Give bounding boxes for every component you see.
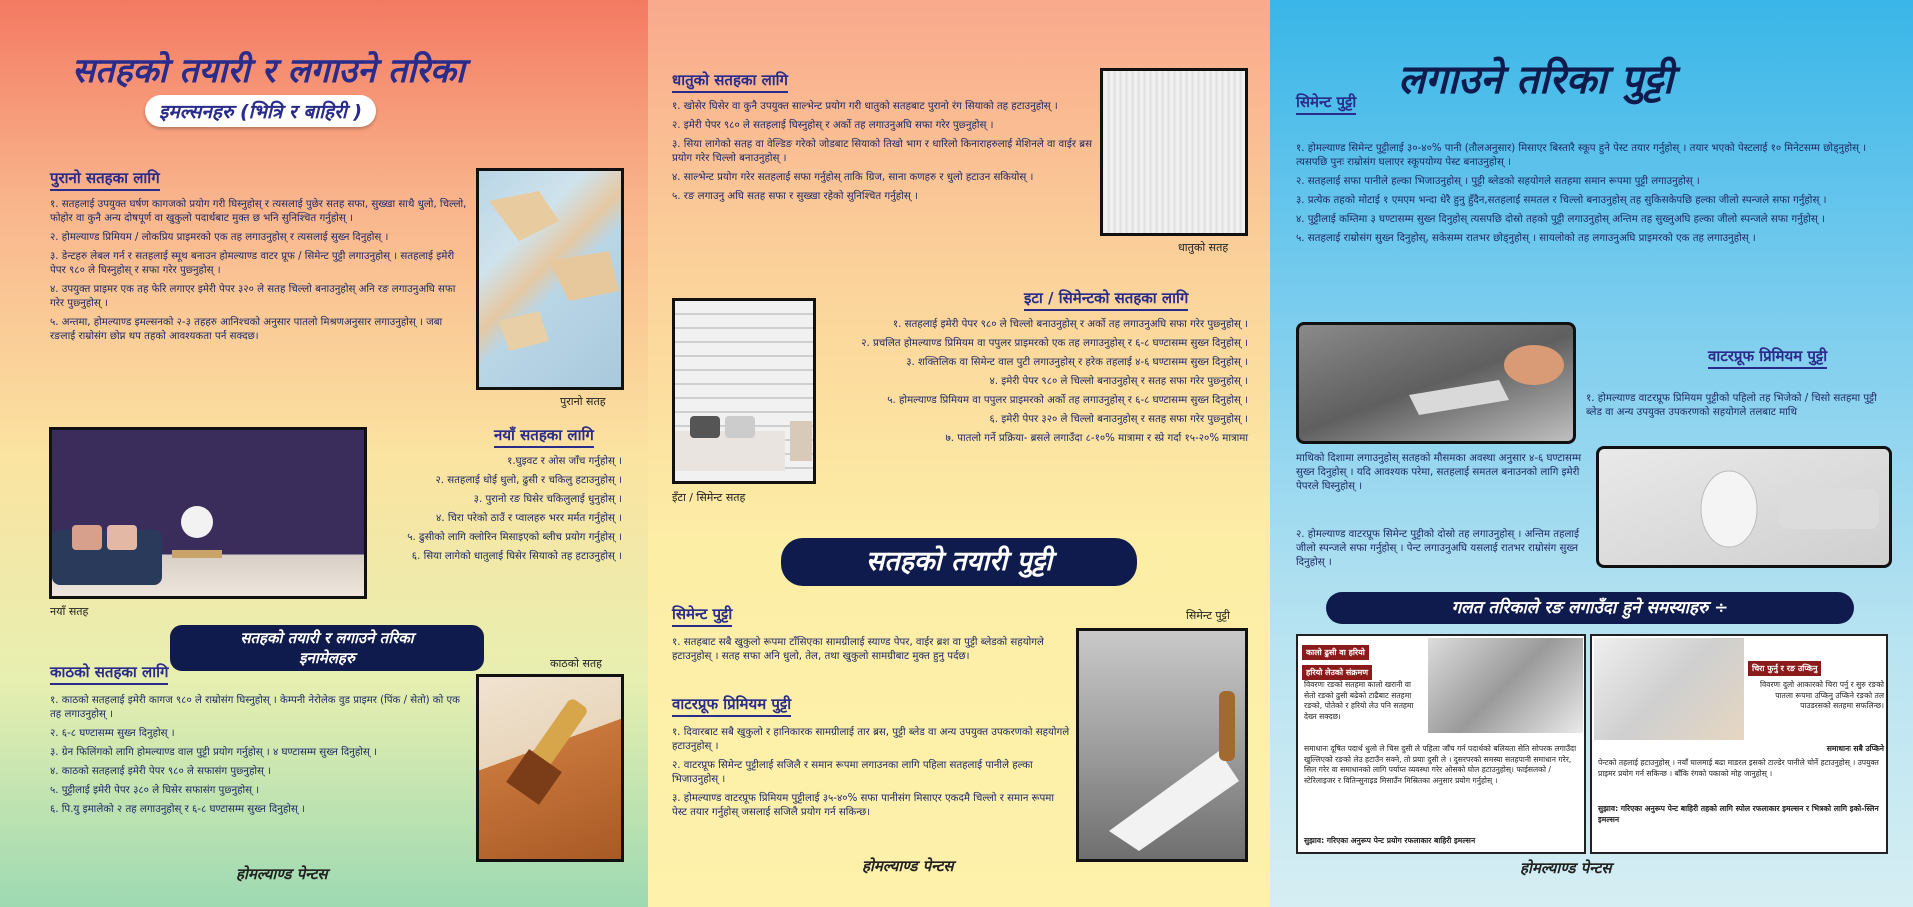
trowel-graphic <box>1079 631 1248 862</box>
plastering-image <box>1296 322 1576 444</box>
wood-item-2: २. ६-८ घण्टासम्म सुख्न दिनुहोस् । <box>50 728 175 739</box>
right-cement-item-1: १. होमल्याण्ड सिमेन्ट पुट्टीलाई ३०-४०% पानी (तौलअनुसार) मिसाएर बिस्तारै स्कूप हुने पेस्ट तयार गर्नुहोस् । तयार भएको पेस्टलाई १० मिनेटसम्म छोड्नुहोस् । त्यसपछि पुनः राम्रोसंग घलाएर स्कूपयोग्य पेस्ट बनाउनुहोस् । <box>1296 143 1867 168</box>
right-cement-item-5: ५. सतहलाई राम्रोसंग सुख्न दिनुहोस्, सकेसम्म रातभर छोड्नुहोस् । सायलोको तह लगाउनुअघि प्राइमरको एक तह लगाउनुहोस् । <box>1296 233 1756 244</box>
mold-tag-2: हरियो लेउको संक्रमण <box>1302 665 1372 680</box>
paintbrush-graphic <box>479 677 624 862</box>
cement-putty-heading: सिमेन्ट पुट्टी <box>672 604 732 627</box>
wood-surface-list <box>50 694 468 822</box>
wood-surface-caption: काठको सतह <box>550 657 603 670</box>
wood-item-4: ४. काठको सतहलाई इमेरी पेपर ९८० ले सफासंग पुछ्नुहोस् । <box>50 766 271 777</box>
old-surface-list <box>50 198 468 349</box>
new-surface-heading: नयाँ सतहका लागि <box>494 425 594 448</box>
waterproof-putty-heading: वाटरप्रूफ प्रिमियम पुट्टी <box>672 694 791 717</box>
spatula-graphic <box>1599 449 1892 568</box>
wood-surface-heading: काठको सतहका लागि <box>50 662 168 685</box>
brick-item-4: ४. इमेरी पेपर ९८० ले चिल्लो बनाउनुहोस् र सतह सफा गरेर पुछ्नुहोस् । <box>989 376 1248 387</box>
brick-surface-caption: इँटा / सिमेन्ट सतह <box>672 491 746 504</box>
cement-putty-caption: सिमेन्ट पुट्टी <box>1186 609 1230 622</box>
bedroom-graphic <box>675 301 816 484</box>
mold-remedy: समाधानः दूषित पदार्थ धुलो ले चिस दुसी ले पहिला जाँच गर्न पदार्थको बलियता सेति सोपरक लगाउँदा खुल्लिएको रङको लेउ हटाउँन सक्ने, तो प्रयाः दुसी ले । दुसरपरको समस्या सतहपानी समाधान गरेर, सिल गरेर वा समाधानको लागि पर्याप्त व्यवस्था गरेर ओसको घोल हटाउनुहोस्। फाईसलको / स्टेरिलाइजर र वितिन्सुनाइड मिसाउँन मिस्रितका अनुसार प्रयोग गर्नुहोस् । <box>1304 744 1577 785</box>
mold-problem-box <box>1296 634 1586 854</box>
metal-surface-heading: धातुको सतहका लागि <box>672 70 788 93</box>
mold-footer: सुझाव: गरिएका अनुरूप पेन्ट प्रयोग रफलाकार बाहिरी इमल्सन <box>1304 836 1476 845</box>
mold-tags <box>1302 640 1372 680</box>
new-item-5: ५. ढुसीको लागि क्लोरिन मिसाइएको ब्लीच प्रयोग गर्नुहोस् । <box>407 532 622 543</box>
panel1-brand: होमल्याण्ड पेन्टस <box>236 865 328 883</box>
new-surface-image <box>49 427 367 599</box>
metal-surface-caption: धातुको सतह <box>1178 241 1229 254</box>
panel1-subtitle: इमल्सनहरु (भित्रि र बाहिरी ) <box>145 95 376 127</box>
metal-item-4: ४. साल्भेन्ट प्रयोग गरेर सतहलाई सफा गर्नुहोस् ताकि ग्रिज, साना कणहरु र धुलो हटाउन सकियोस् । <box>672 172 1034 183</box>
right-cement-heading: सिमेन्ट पुट्टी <box>1296 92 1356 115</box>
living-room-graphic <box>52 430 367 599</box>
peeling-paint-graphic <box>479 171 624 390</box>
new-item-6: ६. सिया लागेको धातुलाई घिसेर सियाको तह हटाउनुहोस् । <box>411 551 622 562</box>
old-item-4: ४. उपयुक्त प्राइमर एक तह फेरि लगाएर इमेरी पेपर ३२० ले सतह चिल्लो बनाउनुहोस् अनि रङ लगाउनुअघि सफा गरेर पुछ्नुहोस् । <box>50 284 456 309</box>
right-waterproof-heading: वाटरप्रूफ प्रिमियम पुट्टी <box>1708 346 1827 369</box>
wood-item-5: ५. पुट्टीलाई इमेरी पेपर ३८० ले घिसेर सफासंग पुछ्नुहोस् । <box>50 785 260 796</box>
problems-pill: गलत तरिकाले रङ लगाउँदा हुने समस्याहरु ÷ <box>1326 592 1854 624</box>
brick-item-2: २. प्रचलित होमल्याण्ड प्रिमियम वा पपुलर प्राइमरको एक तह लगाउनुहोस् र ६-८ घण्टासम्म सुख्न दिनुहोस् । <box>861 338 1248 349</box>
metal-surface-image <box>1100 68 1248 236</box>
crack-footer: सुझाव: गरिएका अनुरूप पेन्ट बाहिरी तहको लागि स्पोल रफलाकार इमल्सन र भित्रको लागि इको-स्लिन इमल्सन <box>1598 804 1879 824</box>
enamel-pill-line1: सतहको तयारी र लगाउने तरिका <box>240 629 414 647</box>
crack-remedy-label: समाधानः सबै उप्किने <box>1826 744 1884 753</box>
right-cement-list <box>1296 142 1890 251</box>
cement-putty-image <box>1076 628 1248 862</box>
brick-item-6: ६. इमेरी पेपर ३२० ले चिल्लो बनाउनुहोस् र सतह सफा गरेर पुछ्नुहोस् । <box>989 414 1248 425</box>
brick-item-1: १. सतहलाई इमेरी पेपर ९८० ले चिल्लो बनाउनुहोस् र अर्को तह लगाउनुअघि सफा गरेर पुछ्नुहोस् । <box>892 319 1248 330</box>
waterproof-item-3: ३. होमल्याण्ड वाटरप्रूफ प्रिमियम पुट्टीलाई ३५-४०% सफा पानीसंग मिसाएर एकदमै चिल्लो र समान रूपमा पेस्ट तयार गर्नुहोस् जसलाई सजिलै प्रयोग गर्न सकिन्छ। <box>672 793 1055 818</box>
mold-image <box>1428 638 1583 733</box>
old-item-5: ५. अन्तमा, होमल्याण्ड इमल्सनको २-३ तहहरु आनिश्चको अनुसार पातलो मिश्रणअनुसार लगाउनुहोस् । जबा रङलाई राम्रोसंग छोप्न थप तहको आवश्यकता पर्न सक्दछ। <box>50 317 443 342</box>
old-surface-caption: पुरानो सतह <box>560 395 606 408</box>
crack-problem-box <box>1590 634 1888 854</box>
old-item-3: ३. डेन्टहरु लेबल गर्न र सतहलाई स्मूथ बनाउन होमल्याण्ड वाटर प्रूफ / सिमेन्ट पुट्टी लगाउनुहोस् । सतहलाई इमेरी पेपर ९८० ले घिस्नुहोस् र सफा गरेर पुछ्नुहोस् । <box>50 251 455 276</box>
panel-right <box>1270 0 1913 907</box>
panel-left <box>0 0 648 907</box>
putty-pill: सतहको तयारी पुट्टी <box>781 538 1137 586</box>
right-waterproof-item-2: २. होमल्याण्ड वाटरप्रूफ सिमेन्ट पुट्टीको दोस्रो तह लगाउनुहोस् । अन्तिम तहलाई जीलो स्पन्जले सफा गर्नुहोस् । पेन्ट लगाउनुअघि यसलाई रातभर राम्रोसंग सुख्न दिनुहोस् । <box>1296 529 1580 568</box>
wood-item-3: ३. ग्रेन फिलिंगको लागि होमल्याण्ड वाल पुट्टी प्रयोग गर्नुहोस् । ४ घण्टासम्म सुख्न दिनुहोस् । <box>50 747 377 758</box>
enamel-pill <box>170 625 484 671</box>
right-cement-item-3: ३. प्रत्येक तहको मोटाई १ एमएम भन्दा धेरै हुनु हुँदैन,सतहलाई समतल र चिल्लो बनाउनुहोस् तह सुकिसकेपछि हल्का जीलो स्पन्जले सफा गर्नुहोस् । <box>1296 195 1827 206</box>
new-item-3: ३. पुरानो रङ घिसेर चकिलुलाई धुनुहोस् । <box>473 494 622 505</box>
mold-tag-1: कालो ढुसी वा हरियो <box>1302 645 1369 660</box>
cement-putty-list <box>672 636 1082 669</box>
new-item-2: २. सतहलाई धोई धुलो, ढुसी र चकिलु हटाउनुहोस् । <box>435 475 622 486</box>
panel1-title: सतहको तयारी र लगाउने तरिका <box>72 51 465 91</box>
panel3-title: लगाउने तरिका पुट्टी <box>1398 56 1674 103</box>
new-surface-caption: नयाँ सतह <box>50 605 89 618</box>
crack-tag: चिरा फुर्नु र रङ उप्किनु <box>1748 661 1821 676</box>
metal-item-5: ५. रङ लगाउनु अघि सतह सफा र सुख्खा रहेको सुनिश्चित गर्नुहोस् । <box>672 191 918 202</box>
right-waterproof-item-1: १. होमल्याण्ड वाटरप्रूफ प्रिमियम पुट्टीको पहिलो तह भिजेको / चिसो सतहमा पुट्टी ब्लेड वा अन्य उपयुक्त उपकरणको सहयोगले तलबाट माथि <box>1586 393 1877 418</box>
metal-item-1: १. खोसेर घिसेर वा कुनै उपयुक्त साल्भेन्ट प्रयोग गरी धातुको सतहबाट पुरानो रंग सियाको तह हटाउनुहोस् । <box>672 101 1058 112</box>
metal-item-3: ३. सिया लागेको सतह वा वेल्डिङ गरेको जोडबाट सियाको तिखो भाग र धारिलो किनाराहरुलाई मेशिनले वा वाईर ब्रस प्रयोग गरेर चिल्लो बनाउनुहोस् । <box>672 139 1092 164</box>
old-surface-heading: पुरानो सतहका लागि <box>50 168 160 191</box>
crack-image <box>1594 638 1744 740</box>
wood-surface-image <box>476 674 624 862</box>
trowel-hand-graphic <box>1299 325 1576 444</box>
crack-tag-wrap <box>1748 656 1821 676</box>
old-item-2: २. होमल्याण्ड प्रिमियम / लोकप्रिय प्राइमरको एक तह लगाउनुहोस् र त्यसलाई सुख्न दिनुहोस् । <box>50 232 389 243</box>
new-surface-list <box>376 455 622 569</box>
panel3-brand: होमल्याण्ड पेन्टस <box>1520 859 1612 877</box>
waterproof-item-2: २. वाटरप्रूफ सिमेन्ट पुट्टीलाई सजिलै र समान रूपमा लगाउनका लागि पहिला सतहलाई पानीले हल्का भिजाउनुहोस् । <box>672 760 1033 785</box>
wood-item-1: १. काठको सतहलाई इमेरी कागज ९८० ले राम्रोसंग घिस्नुहोस् । केम्पनी नेरोलेक वुड प्राइमर (पिंक / सेतो) को एक तह लगाउनुहोस् । <box>50 695 460 720</box>
brick-surface-heading: इटा / सिमेन्टको सतहका लागि <box>1024 288 1188 311</box>
panel2-brand: होमल्याण्ड पेन्टस <box>862 857 954 875</box>
waterproof-putty-list <box>672 726 1070 825</box>
new-item-4: ४. चिरा परेको ठाउँ र प्वालहरु भरर मर्मत गर्नुहोस् । <box>436 513 622 524</box>
brick-item-7: ७. पातलो गर्ने प्रक्रिया- ब्रसले लगाउँदा ८-१०% मात्रामा र स्प्रे गर्दा १५-२०% मात्रामा <box>945 433 1248 444</box>
spackle-image <box>1596 446 1892 568</box>
right-cement-item-2: २. सतहलाई सफा पानीले हल्का भिजाउनुहोस् । पुट्टी ब्लेडको सहयोगले सतहमा समान रूपमा पुट्टी लगाउनुहोस् । <box>1296 176 1700 187</box>
crack-description: विवरणः दुलो आकारको चिरा पर्नु र सुरु रङको पातला रूपमा उप्किनु उप्किने रङको तल पाउडरसको सतहमा सफलिन्छ। <box>1760 680 1884 710</box>
enamel-pill-line2: इनामेलहरु <box>299 649 355 667</box>
wood-item-6: ६. पि.यु इमालेको २ तह लगाउनुहोस् र ६-८ घण्टासम्म सुख्न दिनुहोस् । <box>50 804 305 815</box>
brick-item-3: ३. शक्तिलिक वा सिमेन्ट वाल पुटी लगाउनुहोस् र हरेक तहलाई ४-६ घण्टासम्म सुख्न दिनुहोस् । <box>906 357 1248 368</box>
old-surface-image <box>476 168 624 390</box>
crack-remedy: पेन्टको तहलाई हटाउनुहोस् । नयाँ घालमाई बढा माडरल इसको टाल्डेर पानीले चोर्ने हटाउनुहोस् । उपयुक्त प्राइमर प्रयोग गर्न सकिन्छ । बाँकि रंगको पकाको मोह जानुहोस् । <box>1598 758 1879 778</box>
metal-item-2: २. इमेरी पेपर ९८० ले सतहलाई घिस्नुहोस् र अर्को तह लगाउनुअघि सफा गरेर पुछ्नुहोस् । <box>672 120 994 131</box>
brick-surface-image <box>672 298 816 484</box>
waterproof-item-1: १. दिवारबाट सबै खुकुलो र हानिकारक सामग्रीलाई तार ब्रस, पुट्टी ब्लेड वा अन्य उपयुक्त उपकरणको सहयोगले हटाउनुहोस् । <box>672 727 1070 752</box>
brick-item-5: ५. होमल्याण्ड प्रिमियम वा पपुलर प्राइमरको अर्को तह लगाउनुहोस् र ६-८ घण्टासम्म सुख्न दिनुहोस् । <box>887 395 1248 406</box>
old-item-1: १. सतहलाई उपयुक्त घर्षण कागजको प्रयोग गरी घिस्नुहोस् र त्यसलाई पुछेर सतह सफा, सुख्खा साथै धुलो, चिल्लो, फोहोर वा कुनै अन्य दोषपूर्ण वा खुकुलो पदार्थबाट मुक्त छ भनि सुनिश्चित गर्नुहोस् । <box>50 199 467 224</box>
cement-putty-item-1: १. सतहबाट सबै खुकुलो रूपमा टाँसिएका सामग्रीलाई स्याण्ड पेपर, वाईर ब्रश वा पुट्टी ब्लेडको सहयोगले हटाउनुहोस् । सतह सफा अनि धुलो, तेल, तथा खुकुलो सामग्रीबाट मुक्त हुनु पर्दछ। <box>672 637 1044 662</box>
brick-surface-list <box>820 318 1248 451</box>
right-cement-item-4: ४. पुट्टीलाई कम्तिमा ३ घण्टासम्म सुख्न दिनुहोस् त्यसपछि दोस्रो तहको पुट्टी लगाउनुहोस् अन्तिम तह सुख्नुअघि हल्का जीलो स्पन्जले सफा गर्नुहोस् । <box>1296 214 1825 225</box>
mold-description: विवरणः रङको सतहमा कालो खरानी वा सेतो रङको ढुसी बढेको टाढैबाट सतहमा रङको, पोतेको र हरियो लेउ पनि सतहमा देख्न सक्दछ। <box>1304 680 1414 721</box>
panel-middle <box>648 0 1270 907</box>
new-item-1: १.घुइवट र ओस जाँच गर्नुहोस् । <box>507 456 622 467</box>
metal-surface-list <box>672 100 1110 209</box>
right-waterproof-item-1-cont: माथिको दिशामा लगाउनुहोस् सतहको मौसमका अवस्था अनुसार ४-६ घण्टासम्म सुख्न दिनुहोस् । यदि आवश्यक परेमा, सतहलाई समतल बनाउनको लागि इमेरी पेपरले घिस्नुहोस् । <box>1296 453 1582 492</box>
